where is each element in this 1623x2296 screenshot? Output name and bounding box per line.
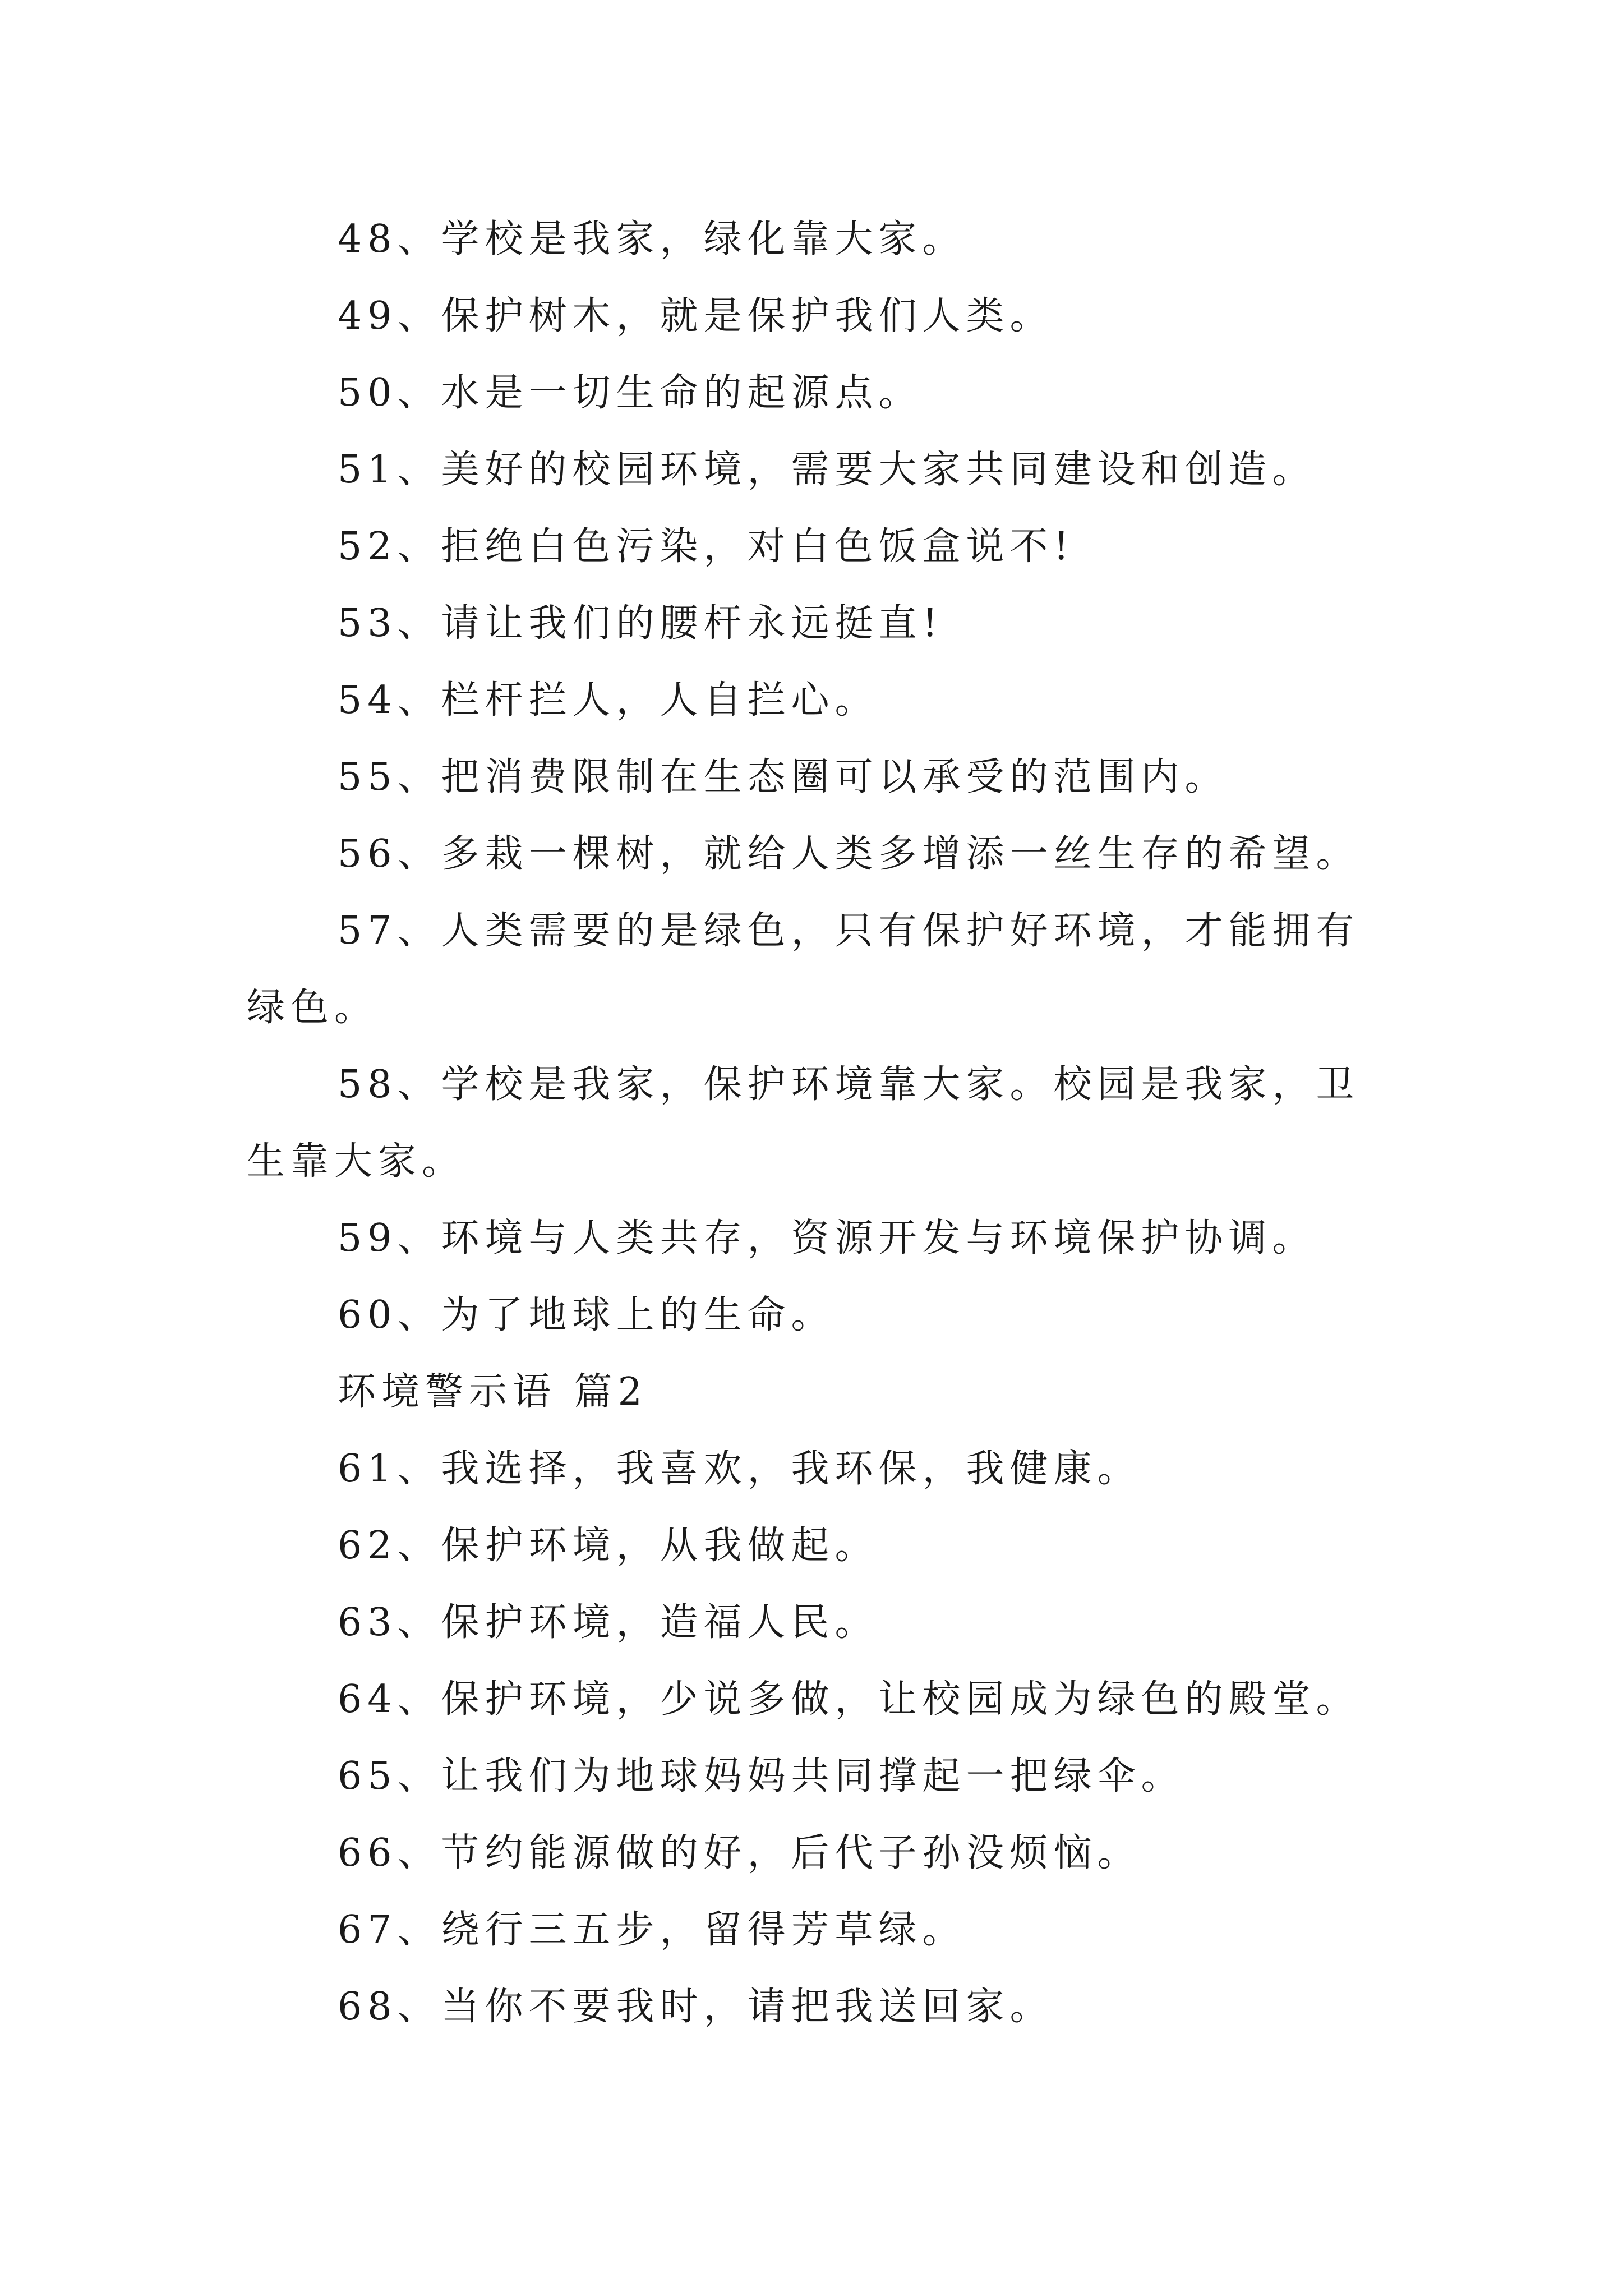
- paragraph-53: 53、请让我们的腰杆永远挺直!: [338, 601, 943, 646]
- paragraph-55: 55、把消费限制在生态圈可以承受的范围内。: [338, 755, 1229, 799]
- paragraph-48: 48、学校是我家，绿化靠大家。: [338, 217, 966, 261]
- paragraph-60: 60、为了地球上的生命。: [338, 1293, 835, 1337]
- paragraph-49: 49、保护树木，就是保护我们人类。: [338, 294, 1054, 338]
- paragraph-65: 65、让我们为地球妈妈共同撑起一把绿伞。: [338, 1754, 1185, 1798]
- paragraph-51: 51、美好的校园环境，需要大家共同建设和创造。: [338, 448, 1316, 492]
- paragraph-64: 64、保护环境，少说多做，让校园成为绿色的殿堂。: [338, 1677, 1360, 1722]
- paragraph-66: 66、节约能源做的好，后代子孙没烦恼。: [338, 1831, 1141, 1875]
- paragraph-63: 63、保护环境，造福人民。: [338, 1600, 879, 1645]
- document-body: [247, 201, 1385, 2045]
- paragraph-52: 52、拒绝白色污染，对白色饭盒说不!: [338, 524, 1075, 569]
- paragraph-54: 54、栏杆拦人，人自拦心。: [338, 678, 879, 723]
- paragraph-68: 68、当你不要我时，请把我送回家。: [338, 1985, 1054, 2029]
- paragraph-50: 50、水是一切生命的起源点。: [338, 371, 923, 415]
- paragraph-58: 58、学校是我家，保护环境靠大家。校园是我家，卫生靠大家。: [247, 1062, 1360, 1184]
- paragraph-67: 67、绕行三五步，留得芳草绿。: [338, 1908, 966, 1952]
- section-heading: 环境警示语 篇2: [338, 1370, 648, 1414]
- paragraph-56: 56、多栽一棵树，就给人类多增添一丝生存的希望。: [338, 832, 1360, 876]
- paragraph-57: 57、人类需要的是绿色，只有保护好环境，才能拥有绿色。: [247, 909, 1360, 1030]
- paragraph-59: 59、环境与人类共存，资源开发与环境保护协调。: [338, 1216, 1316, 1260]
- paragraph-62: 62、保护环境，从我做起。: [338, 1524, 879, 1568]
- paragraph-61: 61、我选择，我喜欢，我环保，我健康。: [338, 1447, 1141, 1491]
